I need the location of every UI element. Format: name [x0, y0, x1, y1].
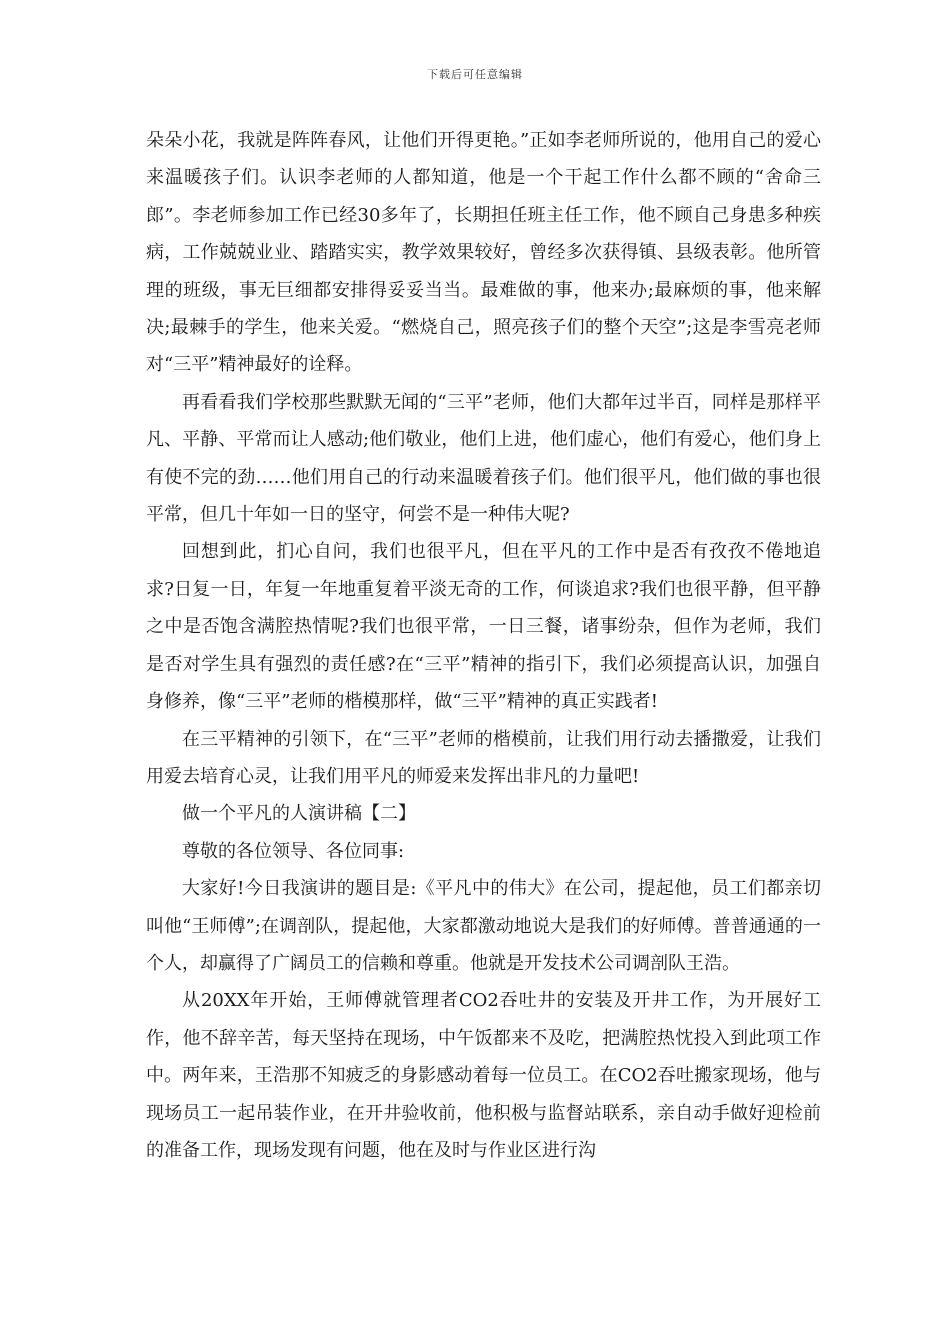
salutation: 尊敬的各位领导、各位同事:	[182, 840, 405, 862]
paragraph-1: 朵朵小花，我就是阵阵春风，让他们开得更艳。”正如李老师所说的，他用自己的爱心来温暖孩子们。认识李老师的人都知道，他是一个干起工作什么都不顾的“舍命三郎”。李老师参加工作已经30多年了，长期担任班主任工作，他不顾自己身患多种疾病，工作兢兢业业、踏踏实实，教学效果较好，曾经多次获得镇、县级表彰。他所管理的班级，事无巨细都安排得妥妥当当。最难做的事，他来办;最麻烦的事，他来解决;最棘手的学生，他来关爱。“燃烧自己，照亮孩子们的整个天空”;这是李雪亮老师对“三平”精神最好的诠释。	[146, 130, 821, 376]
section-heading: 做一个平凡的人演讲稿【二】	[182, 803, 416, 825]
paragraph-3: 回想到此，扪心自问，我们也很平凡，但在平凡的工作中是否有孜孜不倦地追求?日复一日，年复一年地重复着平淡无奇的工作，何谈追求?我们也很平静，但平静之中是否饱含满腔热情呢?我们也很平常，一日三餐，诸事纷杂，但作为老师，我们是否对学生具有强烈的责任感?在“三平”精神的指引下，我们必须提高认识，加强自身修养，像“三平”老师的楷模那样，做“三平”精神的真正实践者!	[146, 541, 821, 713]
paragraph-7: 大家好!今日我演讲的题目是:《平凡中的伟大》在公司，提起他，员工们都亲切叫他“王师傅”;在调剖队，提起他，大家都激动地说大是我们的好师傅。普普通通的一个人，却赢得了广阔员工的信赖和尊重。他就是开发技术公司调剖队王浩。	[146, 878, 821, 974]
paragraph-8: 从20XX年开始，王师傅就管理者CO2吞吐井的安装及开井工作，为开展好工作，他不辞辛苦，每天坚持在现场，中午饭都来不及吃，把满腔热忱投入到此项工作中。两年来，王浩那不知疲乏的身影感动着每一位员工。在CO2吞吐搬家现场，他与现场员工一起吊装作业，在开井验收前，他积极与监督站联系，亲自动手做好迎检前的准备工作，现场发现有问题，他在及时与作业区进行沟	[146, 990, 821, 1161]
paragraph-4: 在三平精神的引领下，在“三平”老师的楷模前，让我们用行动去播撒爱，让我们用爱去培育心灵，让我们用平凡的师爱来发挥出非凡的力量吧!	[146, 728, 821, 787]
paragraph-2: 再看看我们学校那些默默无闻的“三平”老师，他们大都年过半百，同样是那样平凡、平静、平常而让人感动;他们敬业，他们上进，他们虚心，他们有爱心，他们身上有使不完的劲……他们用自己的行动来温暖着孩子们。他们很平凡，他们做的事也很平常，但几十年如一日的坚守，何尝不是一种伟大呢?	[146, 391, 821, 526]
page-header-note: 下载后可任意编辑	[427, 68, 523, 81]
document-body	[146, 122, 821, 1169]
